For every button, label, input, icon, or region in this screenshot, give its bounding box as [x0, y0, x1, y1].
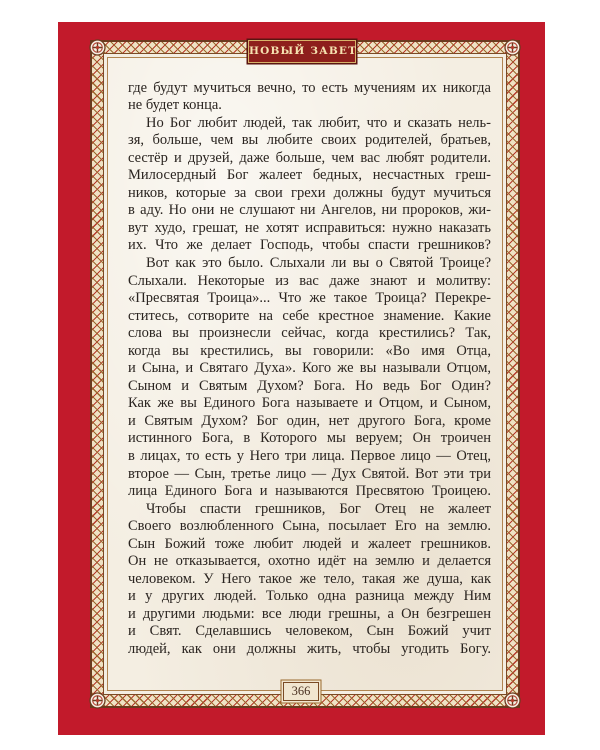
text-line: ников, которые за свои грехи должны будут мучиться [128, 184, 491, 201]
rosette-cross-icon [89, 39, 106, 56]
text-line: не будет конца. [128, 97, 222, 114]
text-line: где будут мучиться вечно, то есть мучениям их никогда [128, 79, 491, 96]
text-line: Слыхали. Некоторые из вас даже знают и молитву: [128, 272, 491, 289]
page-number: 366 [283, 682, 319, 701]
text-line: Сын Божий тоже любит людей и жалеет грешников. [128, 535, 491, 552]
text-line: и Святым Духом? Бог один, нет другого Бога, кроме [128, 412, 491, 429]
text-line: Милосердный Бог жалеет бедных, несчастных греш- [128, 167, 491, 184]
text-line: Своего возлюбленного Сына, посылает Его на землю. [128, 518, 491, 535]
text-line: Как же вы Единого Бога называете и Отцом, и Сыном, [128, 395, 491, 412]
text-line: и Свят. Сделавшись человеком, Сын Божий учит [128, 623, 491, 640]
text-line: ститесь, сотворите на себе крестное знамение. Какие [128, 307, 491, 324]
paragraph [128, 255, 491, 501]
rosette-cross-icon [504, 692, 521, 709]
text-line: и у других людей. Только одна разница между Ним [128, 588, 491, 605]
page-text [128, 80, 491, 659]
text-line: в аду. Но они не слушают ни Ангелов, ни пророков, жи- [128, 202, 491, 219]
text-line: и другими людьми: все люди грешны, а Он безгрешен [128, 605, 491, 622]
text-line: сестёр и друзей, даже больше, чем вас любят родители. [128, 149, 491, 166]
text-line: истинного Бога, в Которого мы веруем; Он троичен [128, 430, 491, 447]
text-line: зя, больше, чем вы любите своих родителей, братьев, [128, 132, 491, 149]
paragraph [128, 115, 491, 255]
text-line: человеком. У Него такое же тело, такая же душа, как [128, 570, 491, 587]
text-line: Вот как это было. Слыхали ли вы о Святой Троице? [146, 254, 491, 271]
text-line: «Пресвятая Троица»... Что же такое Троица? Перекре- [128, 290, 491, 307]
rosette-cross-icon [89, 692, 106, 709]
text-line: Но Бог любит людей, так любит, что и сказать нель- [146, 114, 491, 131]
text-line: и Сына, и Святаго Духа». Кого же вы называли Отцом, [128, 360, 491, 377]
text-line: вут худо, грешат, не хотят исправиться: нужно наказать [128, 219, 491, 236]
paragraph [128, 80, 491, 115]
text-line: второе — Сын, третье лицо — Дух Святой. Вот эти три [128, 465, 491, 482]
text-line: лица Единого Бога и называются Пресвятою Троицею. [128, 483, 491, 500]
text-line: когда вы крестились, вы говорили: «Во имя Отца, [128, 342, 491, 359]
section-label: НОВЫЙ ЗАВЕТ [248, 40, 356, 63]
text-line: людей, как они должны жить, чтобы угодить Богу. [128, 641, 491, 657]
text-line: их. Что же делает Господь, чтобы спасти грешников? [128, 237, 491, 254]
paragraph [128, 501, 491, 659]
rosette-cross-icon [504, 39, 521, 56]
text-line: Сыном и Святым Духом? Бога. Но ведь Бог Один? [128, 377, 491, 394]
text-line: слова вы произнесли сейчас, когда крестились? Так, [128, 325, 491, 342]
text-line: Он не отказывается, охотно идёт на землю и делается [128, 553, 491, 570]
text-line: Чтобы спасти грешников, Бог Отец не жалеет [146, 500, 491, 517]
text-line: в лицах, то есть у Него три лица. Первое лицо — Отец, [128, 447, 491, 464]
